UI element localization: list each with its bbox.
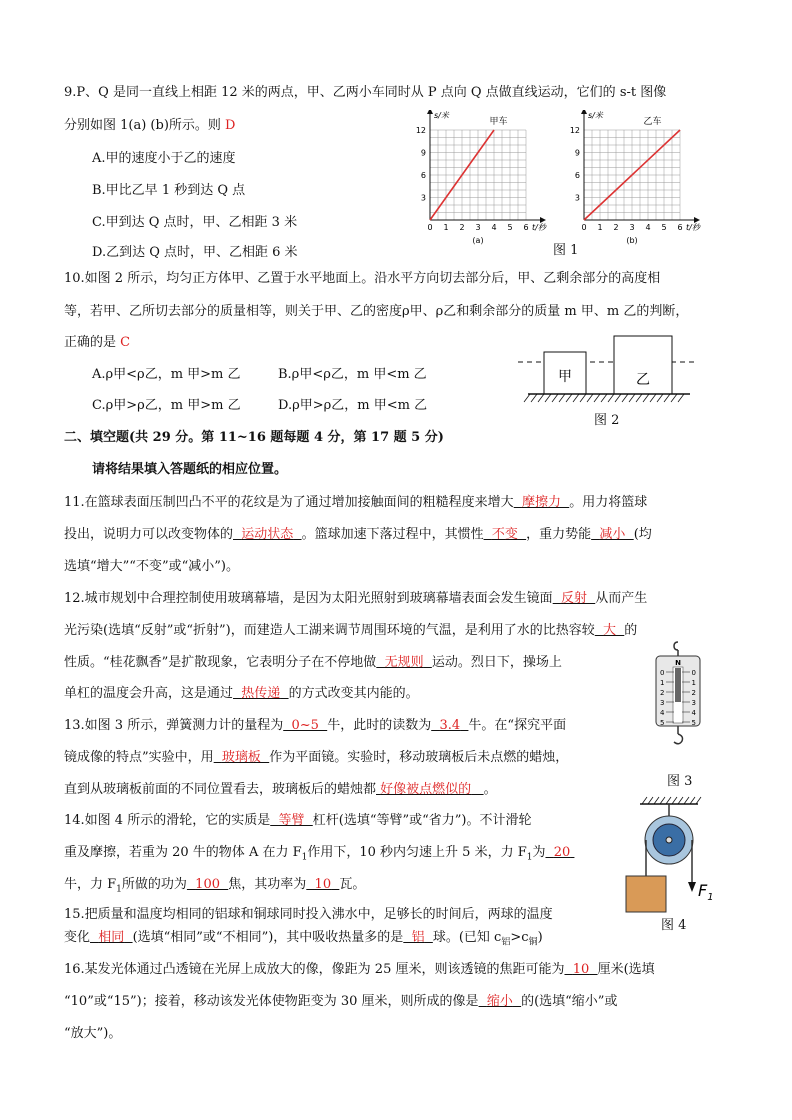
q10-option-a: A.ρ甲<ρ乙，m 甲>m 乙 bbox=[92, 367, 241, 382]
q14-line3: 牛，力 $F_1$所做的功为 100 焦，其功率为 10 瓦。 bbox=[64, 877, 366, 895]
q14-answer-2: 20 bbox=[553, 845, 571, 860]
section-2-title: 二、填空题(共 29 分。第 11~16 题每题 4 分，第 17 题 5 分) bbox=[64, 430, 444, 445]
scale-unit: N bbox=[675, 659, 681, 667]
q13-answer-4: 好像被点燃似的 bbox=[380, 782, 472, 797]
q10-option-d: D.ρ甲>ρ乙，m 甲<m 乙 bbox=[278, 398, 428, 413]
q16-answer-1: 10 bbox=[572, 962, 590, 977]
q15-answer-1: 相同 bbox=[98, 930, 125, 945]
q13-answer-3: 玻璃板 bbox=[221, 750, 261, 765]
scale-tick-label: 3 bbox=[660, 699, 665, 707]
y-tick-label: 9 bbox=[420, 148, 426, 158]
y-tick-label: 3 bbox=[574, 193, 580, 203]
scale-tick-label: 1 bbox=[691, 679, 696, 687]
q9-line2: 分别如图 1(a) (b)所示。则 D bbox=[64, 118, 236, 133]
y-axis-label: s/米 bbox=[434, 111, 449, 120]
scale-tick-label: 5 bbox=[660, 719, 665, 727]
q14-line1: 14.如图 4 所示的滑轮，它的实质是 等臂 杠杆(选填“等臂”或“省力”)。不计滑轮 bbox=[64, 813, 532, 828]
y-tick-label: 9 bbox=[574, 148, 580, 158]
q13-answer-1: 0~5 bbox=[291, 718, 319, 733]
y-tick-label: 6 bbox=[420, 171, 426, 180]
q13-line1: 13.如图 3 所示，弹簧测力计的量程为 0~5 牛，此时的读数为 3.4 牛。在“探究平面 bbox=[64, 718, 567, 733]
scale-tick-label: 1 bbox=[660, 679, 665, 687]
x-tick-label: 4 bbox=[645, 223, 651, 232]
x-tick-label: 1 bbox=[443, 223, 449, 232]
q16-answer-2: 缩小 bbox=[486, 994, 513, 1009]
figure-1 bbox=[412, 110, 712, 260]
panel-label: (a) bbox=[472, 236, 484, 245]
scale-tick-label: 5 bbox=[691, 719, 696, 727]
force-label: $F_1$ bbox=[698, 881, 714, 903]
q14-answer-4: 10 bbox=[314, 877, 332, 892]
block-a bbox=[626, 876, 666, 912]
q9-option-b: B.甲比乙早 1 秒到达 Q 点 bbox=[92, 183, 246, 198]
q11-answer-2: 运动状态 bbox=[241, 527, 294, 542]
q16-line1: 16.某发光体通过凸透镜在光屏上成放大的像，像距为 25 厘米，则该透镜的焦距可能为 10 厘米(选填 bbox=[64, 962, 655, 977]
y-tick-label: 12 bbox=[569, 126, 580, 135]
figure-3-caption: 图 3 bbox=[667, 774, 693, 789]
q12-answer-1: 反射 bbox=[560, 591, 587, 606]
q9-option-a: A.甲的速度小于乙的速度 bbox=[92, 151, 236, 166]
figure-4 bbox=[618, 796, 728, 916]
y-tick-label: 3 bbox=[420, 193, 426, 203]
q10-option-b: B.ρ甲<ρ乙，m 甲<m 乙 bbox=[278, 367, 427, 382]
cube-jia-label: 甲 bbox=[558, 369, 572, 385]
q11-answer-3: 不变 bbox=[491, 527, 518, 542]
scale-tick-label: 4 bbox=[660, 709, 665, 717]
st-graph-a bbox=[416, 110, 548, 245]
x-tick-label: 2 bbox=[613, 223, 619, 232]
q9-option-d: D.乙到达 Q 点时，甲、乙相距 6 米 bbox=[92, 245, 298, 260]
x-tick-label: 2 bbox=[459, 223, 465, 232]
scale-tick-label: 4 bbox=[691, 709, 696, 717]
scale-hook bbox=[674, 734, 683, 744]
x-tick-label: 3 bbox=[475, 223, 481, 232]
scale-tick-label: 3 bbox=[691, 699, 696, 707]
x-axis-label: t/秒 bbox=[532, 223, 546, 232]
q13-line2: 镜成像的特点”实验中，用 玻璃板 作为平面镜。实验时，移动玻璃板后未点燃的蜡烛， bbox=[64, 750, 569, 765]
y-tick-label: 6 bbox=[574, 171, 580, 180]
x-tick-label: 6 bbox=[677, 223, 683, 232]
q11-line3: 选填“增大”“不变”或“减小”)。 bbox=[64, 559, 239, 574]
x-tick-label: 3 bbox=[629, 223, 635, 232]
q12-line1: 12.城市规划中合理控制使用玻璃幕墙，是因为太阳光照射到玻璃幕墙表面会发生镜面 反射 从而产生 bbox=[64, 591, 648, 606]
q14-answer-1: 等臂 bbox=[278, 813, 305, 828]
x-tick-label: 0 bbox=[427, 223, 433, 232]
st-graph-b bbox=[570, 110, 702, 245]
q10-line2: 等，若甲、乙所切去部分的质量相等，则关于甲、乙的密度ρ甲、ρ乙和剩余部分的质量 m 甲、m 乙的判断， bbox=[64, 304, 689, 319]
q13-answer-2: 3.4 bbox=[439, 718, 461, 733]
q9-option-c: C.甲到达 Q 点时，甲、乙相距 3 米 bbox=[92, 215, 298, 230]
q12-line2: 光污染(选填“反射”或“折射”)，而建造人工湖来调节周围环境的气温，是利用了水的比热容较 大 的 bbox=[64, 623, 638, 638]
y-axis-label: s/米 bbox=[588, 111, 603, 120]
y-tick-label: 12 bbox=[415, 126, 426, 135]
q12-answer-2: 大 bbox=[603, 623, 617, 638]
scale-tick-label: 2 bbox=[691, 689, 696, 697]
q15-answer-2: 铝 bbox=[411, 930, 425, 945]
q12-line4: 单杠的温度会升高，这是通过 热传递 的方式改变其内能的。 bbox=[64, 686, 419, 701]
figure-4-caption: 图 4 bbox=[661, 918, 687, 933]
q11-line2: 投出，说明力可以改变物体的 运动状态 。篮球加速下落过程中，其惯性 不变 ，重力势能 减小 (均 bbox=[64, 527, 652, 542]
figure-2-caption: 图 2 bbox=[594, 413, 620, 428]
q15-line1: 15.把质量和温度均相同的铝球和铜球同时投入沸水中，足够长的时间后，两球的温度 bbox=[64, 907, 553, 922]
q16-line3: “放大”)。 bbox=[64, 1026, 122, 1041]
x-tick-label: 0 bbox=[581, 223, 587, 232]
section-2-note: 请将结果填入答题纸的相应位置。 bbox=[92, 462, 288, 477]
q14-line2: 重及摩擦，若重为 20 牛的物体 A 在力 $F_1$作用下，10 秒内匀速上升 5 米，力 $F_1$为 20 bbox=[64, 845, 571, 863]
x-tick-label: 6 bbox=[523, 223, 529, 232]
panel-label: (b) bbox=[626, 236, 638, 245]
x-tick-label: 5 bbox=[507, 223, 513, 232]
scale-pointer bbox=[675, 668, 681, 702]
series-label: 甲车 bbox=[489, 117, 508, 127]
x-tick-label: 5 bbox=[661, 223, 667, 232]
scale-tick-label: 2 bbox=[660, 689, 665, 697]
x-tick-label: 1 bbox=[597, 223, 603, 232]
x-axis-label: t/秒 bbox=[686, 223, 700, 232]
q12-answer-3: 无规则 bbox=[384, 655, 424, 670]
q9-answer: D bbox=[225, 118, 236, 133]
figure-3 bbox=[648, 640, 712, 760]
q10-answer: C bbox=[120, 335, 131, 350]
x-tick-label: 4 bbox=[491, 223, 497, 232]
q10-option-c: C.ρ甲>ρ乙，m 甲>m 乙 bbox=[92, 398, 241, 413]
q14-answer-3: 100 bbox=[195, 877, 220, 892]
scale-tick-label: 0 bbox=[691, 669, 696, 677]
q10-line1: 10.如图 2 所示，均匀正方体甲、乙置于水平地面上。沿水平方向切去部分后，甲、乙剩余部分的高度相 bbox=[64, 271, 661, 286]
q10-line3: 正确的是 C bbox=[64, 335, 131, 350]
y-axis-arrow bbox=[581, 110, 587, 114]
series-label: 乙车 bbox=[643, 117, 662, 127]
q12-answer-4: 热传递 bbox=[241, 686, 281, 701]
pulley-axle bbox=[666, 837, 672, 843]
q9-line1: 9.P、Q 是同一直线上相距 12 米的两点，甲、乙两小车同时从 P 点向 Q 点做直线运动，它们的 s-t 图像 bbox=[64, 85, 667, 100]
q15-line2: 变化 相同 (选填“相同”或“不相同”)，其中吸收热量多的是 铝 球。(已知 $c_铝>c_铜$) bbox=[64, 930, 543, 948]
q11-answer-1: 摩擦力 bbox=[521, 495, 561, 510]
scale-tick-label: 0 bbox=[660, 669, 665, 677]
figure-1-caption: 图 1 bbox=[553, 243, 579, 258]
q11-answer-4: 减小 bbox=[599, 527, 626, 542]
q12-line3: 性质。“桂花飘香”是扩散现象，它表明分子在不停地做 无规则 运动。烈日下，操场上 bbox=[64, 655, 562, 670]
y-axis-arrow bbox=[427, 110, 433, 114]
q11-line1: 11.在篮球表面压制凹凸不平的花纹是为了通过增加接触面间的粗糙程度来增大 摩擦力 。用力将篮球 bbox=[64, 495, 648, 510]
force-arrow bbox=[688, 882, 696, 892]
q13-line3: 直到从玻璃板前面的不同位置看去，玻璃板后的蜡烛都 好像被点燃似的 。 bbox=[64, 782, 497, 797]
q16-line2: “10”或“15”)；接着，移动该发光体使物距变为 30 厘米，则所成的像是 缩小 的(选填“缩小”或 bbox=[64, 994, 618, 1009]
cube-yi-label: 乙 bbox=[636, 372, 650, 388]
figure-2 bbox=[514, 330, 700, 410]
